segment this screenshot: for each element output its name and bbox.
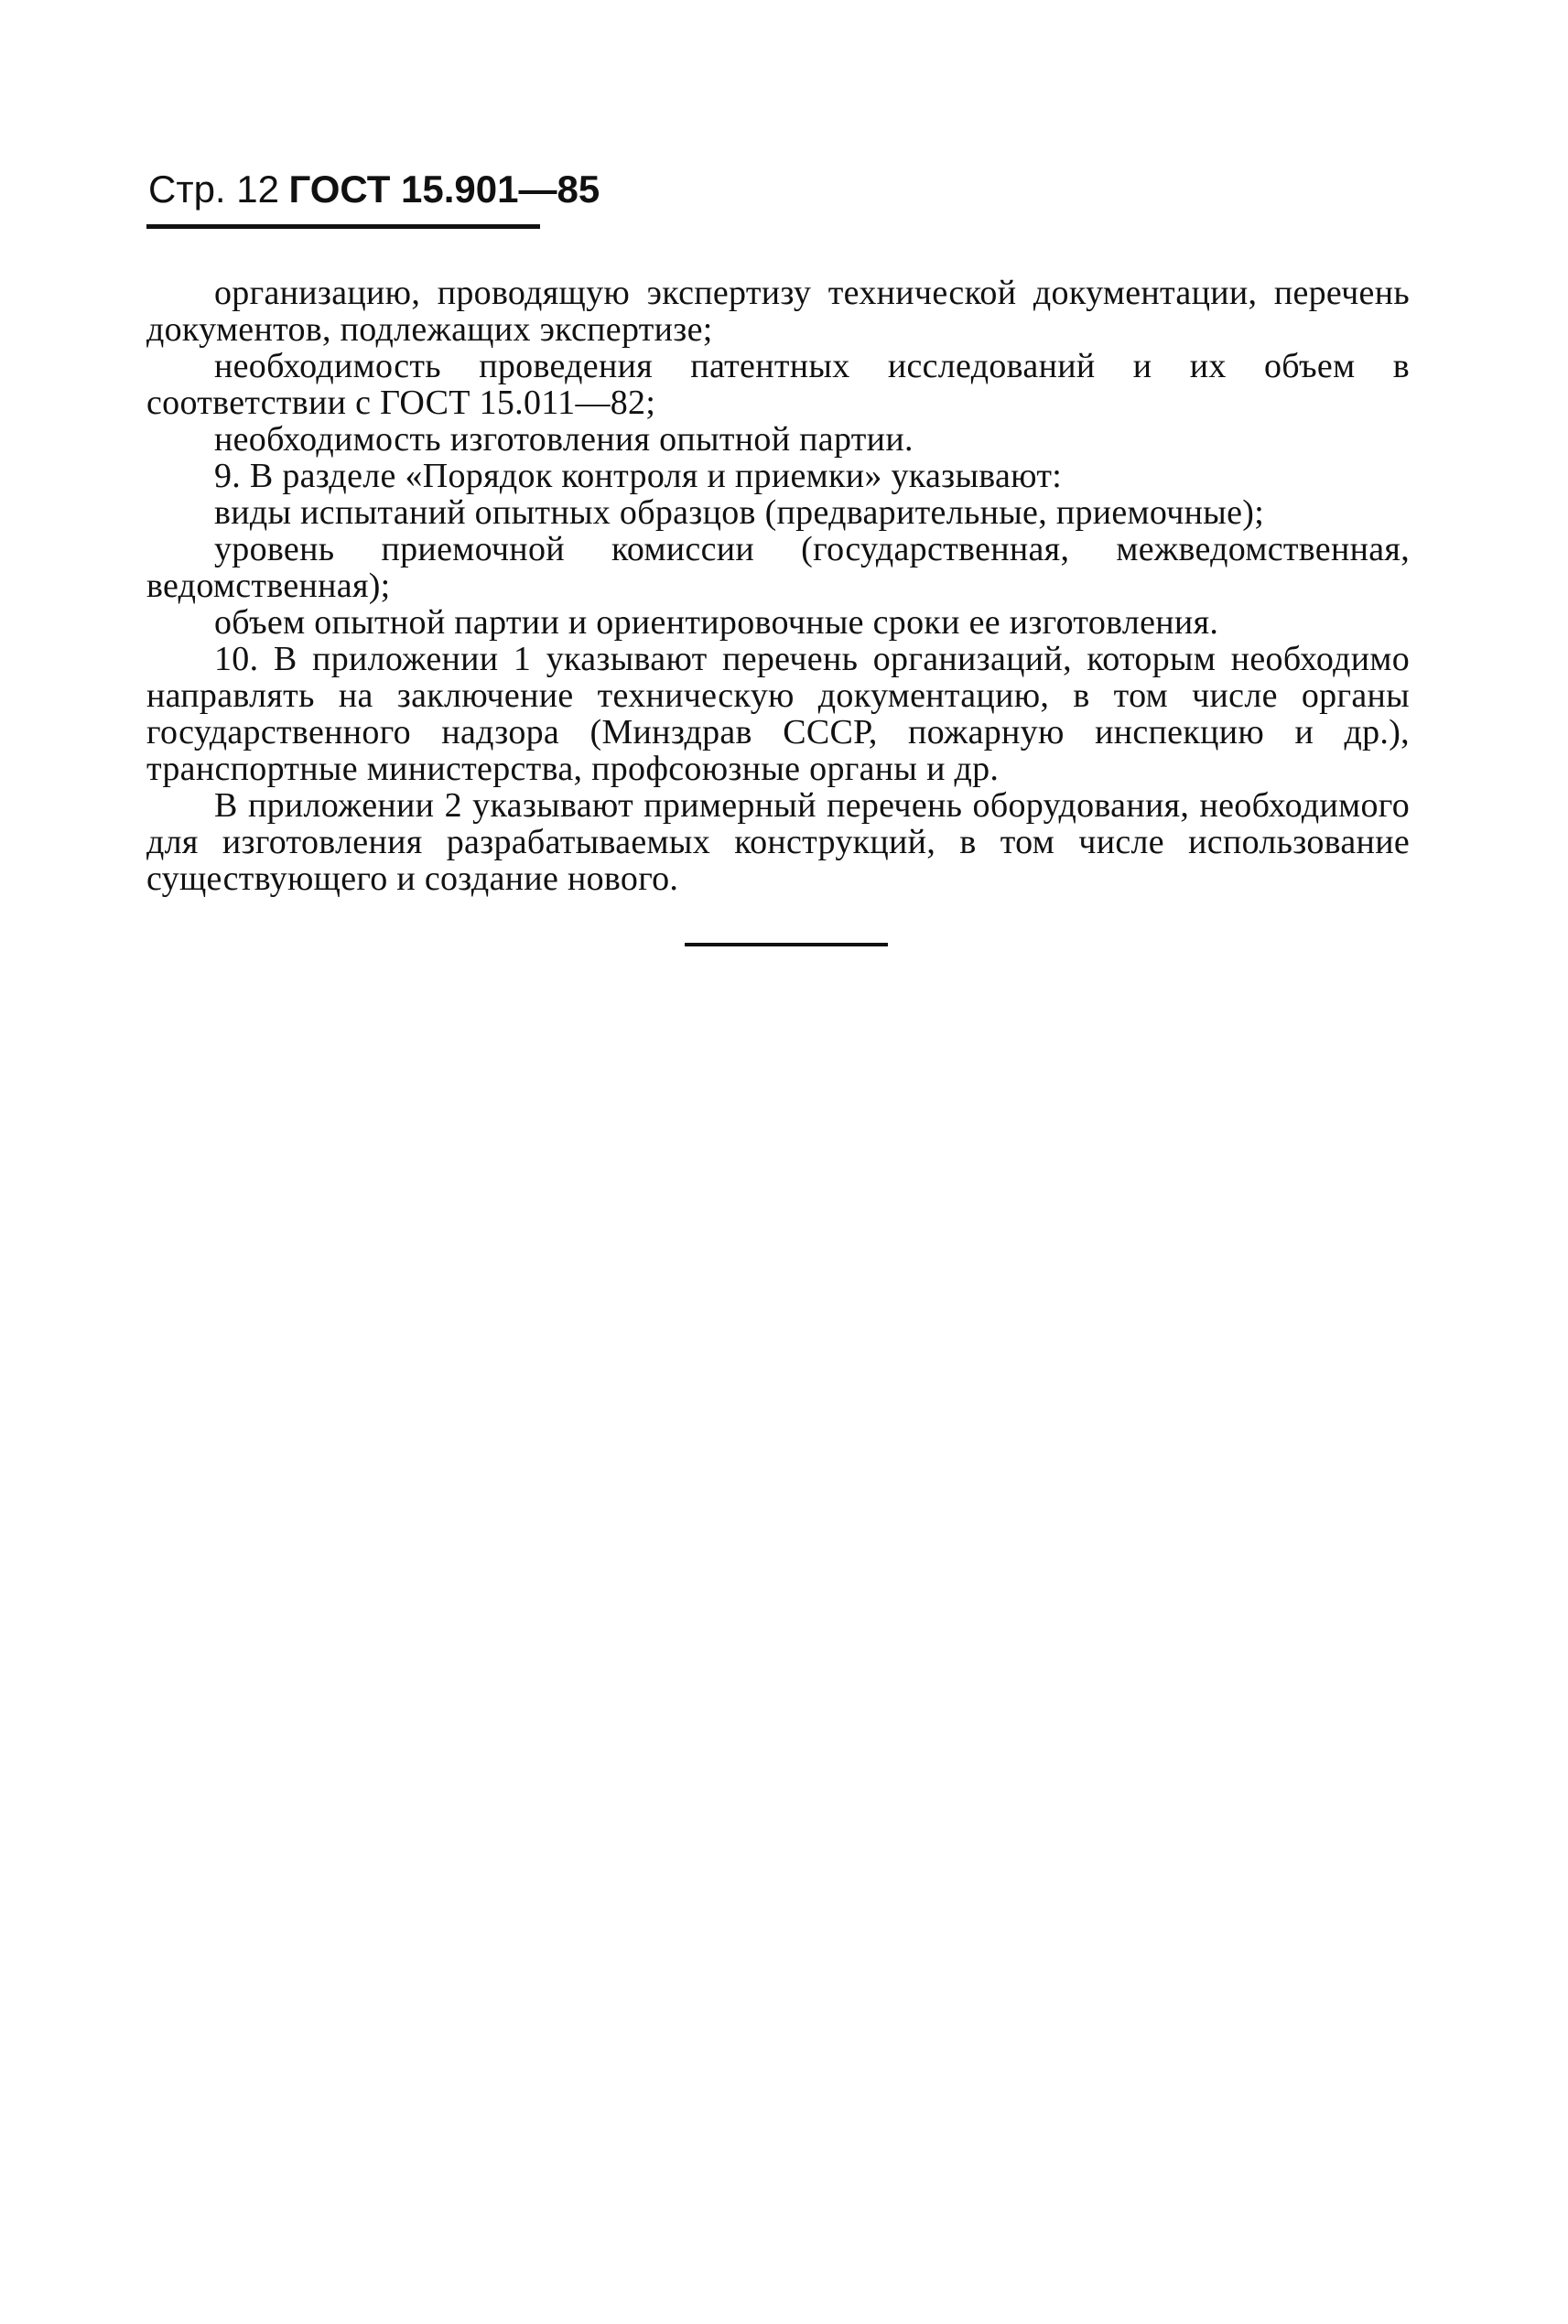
body-text	[146, 275, 1410, 897]
paragraph-patent-research: необходимость проведения патентных исследований и их объем в соответствии с ГОСТ 15.011—82;	[146, 347, 1410, 422]
paragraph-commission-level: уровень приемочной комиссии (государственная, межведомственная, ведомственная);	[146, 530, 1410, 605]
paragraph-appendix-2: В приложении 2 указывают примерный перечень оборудования, необходимого для изготовления разрабатываемых конструкций, в том числе использование существующего и создание нового.	[146, 786, 1410, 898]
header-rule	[146, 224, 540, 229]
paragraph-section-10: 10. В приложении 1 указывают перечень организаций, которым необходимо направлять на заключение техническую документацию, в том числе органы государственного надзора (Минздрав СССР, пожарную инспекцию и др.), транспортные министерства, профсоюзные органы и др.	[146, 640, 1410, 788]
standard-code: ГОСТ 15.901—85	[288, 168, 600, 211]
paragraph-examination-org: организацию, проводящую экспертизу технической документации, перечень документов, подлежащих экспертизе;	[146, 274, 1410, 349]
paragraph-section-9: 9. В разделе «Порядок контроля и приемки» указывают:	[214, 457, 1063, 495]
page-number-label: Стр. 12	[148, 168, 279, 211]
end-rule	[685, 943, 888, 946]
paragraph-batch-volume: объем опытной партии и ориентировочные сроки ее изготовления.	[214, 603, 1219, 642]
running-header	[148, 170, 600, 210]
paragraph-pilot-batch-need: необходимость изготовления опытной партии.	[214, 420, 914, 459]
paragraph-test-types: виды испытаний опытных образцов (предварительные, приемочные);	[214, 493, 1265, 532]
